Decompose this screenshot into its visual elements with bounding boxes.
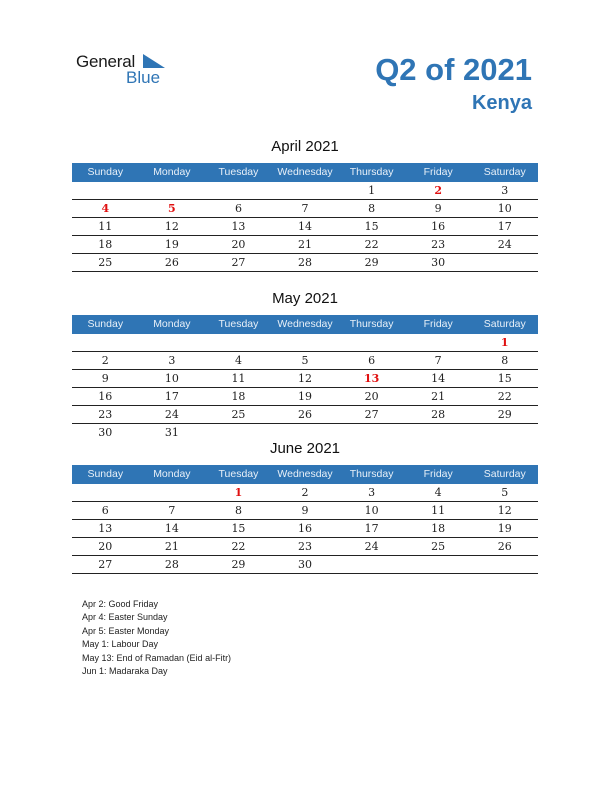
day-cell: 9 xyxy=(434,202,442,215)
holiday-note: May 13: End of Ramadan (Eid al-Fitr) xyxy=(82,652,232,663)
weekday-label: Monday xyxy=(153,468,191,480)
day-cell: 18 xyxy=(98,238,113,251)
weekday-label: Sunday xyxy=(87,166,124,178)
month-title: May 2021 xyxy=(272,290,338,307)
empty-day-cell xyxy=(272,182,339,199)
day-cell: 14 xyxy=(164,522,179,535)
day-cell: 16 xyxy=(98,390,113,403)
day-cell: 26 xyxy=(298,408,313,421)
day-cell: 23 xyxy=(98,408,113,421)
day-cell: 20 xyxy=(98,540,113,553)
weekday-label: Saturday xyxy=(483,468,526,480)
day-cell: 10 xyxy=(364,504,379,517)
weekday-label: Friday xyxy=(423,468,453,480)
weekday-label: Thursday xyxy=(349,318,394,330)
week-row xyxy=(72,388,538,406)
week-row xyxy=(72,254,538,272)
empty-day-cell xyxy=(338,334,405,351)
week-row xyxy=(72,520,538,538)
day-cell: 29 xyxy=(231,558,246,571)
day-cell: 3 xyxy=(168,354,176,367)
empty-day-cell xyxy=(72,182,139,199)
weekday-label: Monday xyxy=(153,318,191,330)
day-cell: 20 xyxy=(231,238,246,251)
day-cell: 7 xyxy=(301,202,309,215)
day-cell: 12 xyxy=(497,504,512,517)
day-cell: 4 xyxy=(434,486,442,499)
day-cell: 22 xyxy=(364,238,379,251)
day-cell: 14 xyxy=(298,220,313,233)
weekday-label: Sunday xyxy=(87,468,124,480)
day-cell: 8 xyxy=(234,504,242,517)
day-cell: 23 xyxy=(431,238,446,251)
day-cell: 9 xyxy=(101,372,109,385)
logo-text-general: General xyxy=(76,52,136,71)
month-calendar xyxy=(72,289,538,441)
holiday-note: Apr 2: Good Friday xyxy=(82,599,159,609)
empty-day-cell xyxy=(405,556,472,573)
day-cell: 6 xyxy=(368,354,376,367)
day-cell: 18 xyxy=(431,522,446,535)
day-cell: 25 xyxy=(231,408,246,421)
empty-day-cell xyxy=(72,484,139,501)
holiday-note: Apr 4: Easter Sunday xyxy=(82,612,168,623)
day-cell: 12 xyxy=(298,372,313,385)
day-cell: 11 xyxy=(431,504,446,517)
day-cell: 6 xyxy=(101,504,109,517)
day-cell: 7 xyxy=(168,504,176,517)
day-cell: 24 xyxy=(497,238,512,251)
day-cell: 7 xyxy=(434,354,442,367)
day-cell: 15 xyxy=(231,522,246,535)
weekday-header xyxy=(72,465,538,484)
day-cell: 17 xyxy=(164,390,179,403)
day-cell: 13 xyxy=(98,522,113,535)
empty-day-cell xyxy=(205,334,272,351)
general-blue-logo xyxy=(76,52,176,88)
day-cell: 17 xyxy=(364,522,379,535)
week-row xyxy=(72,556,538,574)
day-cell: 10 xyxy=(497,202,512,215)
day-cell: 1 xyxy=(368,184,376,197)
month-title: April 2021 xyxy=(271,138,339,155)
empty-day-cell xyxy=(139,484,206,501)
day-cell: 22 xyxy=(231,540,246,553)
day-cell: 30 xyxy=(298,558,313,571)
empty-day-cell xyxy=(471,254,538,271)
day-cell: 11 xyxy=(98,220,113,233)
weekday-header xyxy=(72,163,538,182)
day-cell: 3 xyxy=(368,486,376,499)
week-row xyxy=(72,352,538,370)
day-cell: 15 xyxy=(364,220,379,233)
empty-day-cell xyxy=(405,334,472,351)
weekday-label: Saturday xyxy=(483,166,526,178)
day-cell: 5 xyxy=(501,486,509,499)
day-cell: 2 xyxy=(301,486,309,499)
day-cell: 30 xyxy=(431,256,446,269)
day-cell: 26 xyxy=(497,540,512,553)
day-cell: 19 xyxy=(164,238,179,251)
page-title: Q2 of 2021 xyxy=(375,52,532,87)
month-title: June 2021 xyxy=(269,440,341,457)
month-calendar xyxy=(72,439,538,574)
day-cell: 28 xyxy=(164,558,179,571)
weekday-label: Friday xyxy=(423,318,453,330)
day-cell: 21 xyxy=(164,540,179,553)
day-cell: 21 xyxy=(431,390,446,403)
holiday-note: Jun 1: Madaraka Day xyxy=(82,666,168,677)
week-row xyxy=(72,236,538,254)
day-cell: 13 xyxy=(363,372,380,385)
day-cell: 25 xyxy=(98,256,113,269)
weekday-label: Wednesday xyxy=(277,166,333,178)
day-cell: 27 xyxy=(98,558,113,571)
holiday-note: May 1: Labour Day xyxy=(82,639,159,650)
weekday-label: Tuesday xyxy=(218,166,259,178)
logo-text-blue: Blue xyxy=(126,68,161,87)
day-cell: 2 xyxy=(101,354,109,367)
day-cell: 5 xyxy=(301,354,309,367)
weekday-header xyxy=(72,315,538,334)
week-row xyxy=(72,538,538,556)
empty-day-cell xyxy=(72,334,139,351)
day-cell: 17 xyxy=(497,220,512,233)
day-cell: 14 xyxy=(431,372,446,385)
week-row xyxy=(72,370,538,388)
day-cell: 11 xyxy=(231,372,246,385)
weekday-label: Wednesday xyxy=(277,318,333,330)
day-cell: 29 xyxy=(497,408,512,421)
day-cell: 28 xyxy=(431,408,446,421)
weekday-label: Thursday xyxy=(349,468,394,480)
day-cell: 21 xyxy=(298,238,313,251)
day-cell: 16 xyxy=(298,522,313,535)
day-cell: 3 xyxy=(501,184,509,197)
weekday-label: Saturday xyxy=(483,318,526,330)
day-cell: 13 xyxy=(231,220,246,233)
day-cell: 1 xyxy=(500,336,509,349)
empty-day-cell xyxy=(139,334,206,351)
day-cell: 27 xyxy=(364,408,379,421)
weekday-label: Sunday xyxy=(87,318,124,330)
day-cell: 23 xyxy=(298,540,313,553)
weekday-label: Friday xyxy=(423,166,453,178)
day-cell: 20 xyxy=(364,390,379,403)
day-cell: 30 xyxy=(98,426,113,439)
week-row xyxy=(72,218,538,236)
day-cell: 22 xyxy=(497,390,512,403)
day-cell: 2 xyxy=(434,184,442,197)
weekday-label: Tuesday xyxy=(218,468,259,480)
weekday-label: Wednesday xyxy=(277,468,333,480)
week-row xyxy=(72,200,538,218)
week-row xyxy=(72,406,538,424)
logo-triangle-icon xyxy=(143,54,165,68)
day-cell: 19 xyxy=(298,390,313,403)
weekday-label: Thursday xyxy=(349,166,394,178)
holiday-note: Apr 5: Easter Monday xyxy=(82,625,170,636)
day-cell: 4 xyxy=(234,354,242,367)
week-row xyxy=(72,182,538,200)
day-cell: 18 xyxy=(231,390,246,403)
empty-day-cell xyxy=(139,182,206,199)
day-cell: 5 xyxy=(168,202,176,215)
day-cell: 27 xyxy=(231,256,246,269)
country-name: Kenya xyxy=(471,92,532,114)
week-row xyxy=(72,484,538,502)
day-cell: 12 xyxy=(164,220,179,233)
day-cell: 19 xyxy=(497,522,512,535)
day-cell: 26 xyxy=(164,256,179,269)
day-cell: 16 xyxy=(431,220,446,233)
empty-day-cell xyxy=(205,182,272,199)
day-cell: 8 xyxy=(368,202,376,215)
week-row xyxy=(72,334,538,352)
day-cell: 31 xyxy=(164,426,179,439)
empty-day-cell xyxy=(338,556,405,573)
holiday-notes xyxy=(82,598,231,678)
weekday-label: Monday xyxy=(153,166,191,178)
day-cell: 28 xyxy=(298,256,313,269)
day-cell: 10 xyxy=(164,372,179,385)
day-cell: 1 xyxy=(234,486,243,499)
day-cell: 24 xyxy=(164,408,179,421)
day-cell: 8 xyxy=(501,354,509,367)
empty-day-cell xyxy=(272,334,339,351)
day-cell: 15 xyxy=(497,372,512,385)
day-cell: 6 xyxy=(234,202,242,215)
day-cell: 24 xyxy=(364,540,379,553)
empty-day-cell xyxy=(471,556,538,573)
week-row xyxy=(72,502,538,520)
day-cell: 9 xyxy=(301,504,309,517)
month-calendar xyxy=(72,137,538,272)
day-cell: 29 xyxy=(364,256,379,269)
day-cell: 25 xyxy=(431,540,446,553)
day-cell: 4 xyxy=(101,202,110,215)
weekday-label: Tuesday xyxy=(218,318,259,330)
